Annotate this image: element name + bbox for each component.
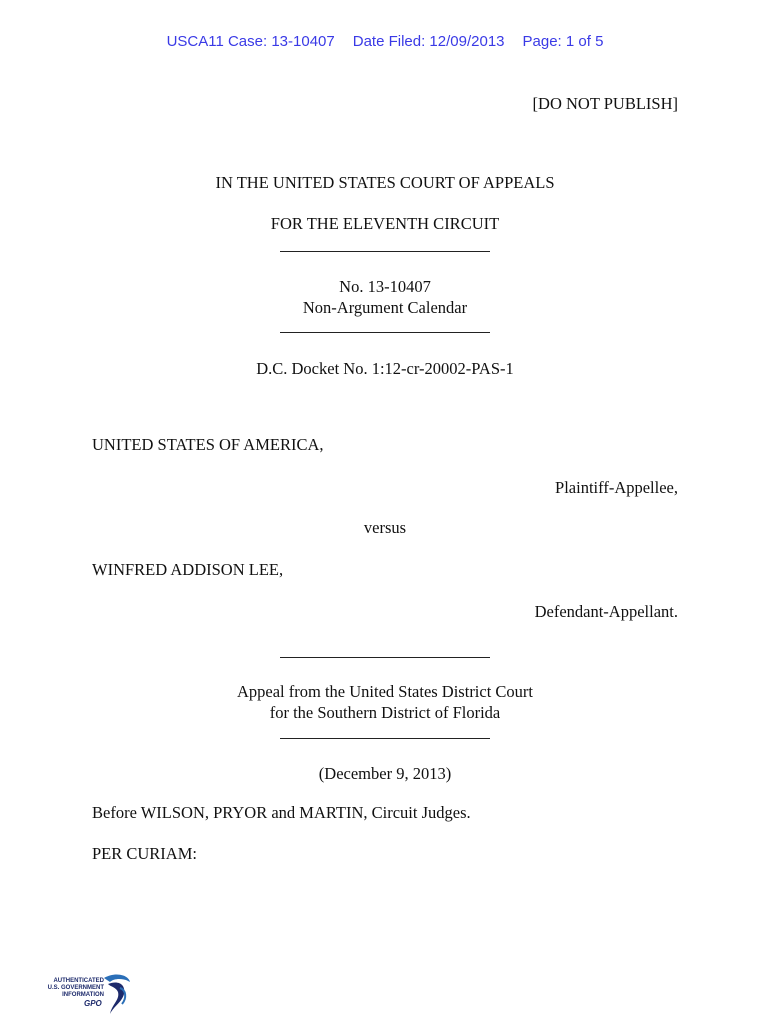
defendant-name: WINFRED ADDISON LEE, [92,560,284,579]
eagle-icon [100,972,132,1018]
seal-gpo-label: GPO [84,999,102,1008]
panel-judges: Before WILSON, PRYOR and MARTIN, Circuit Judges. [92,803,471,822]
per-curiam: PER CURIAM: [92,844,197,863]
seal-text: AUTHENTICATED U.S. GOVERNMENT INFORMATION [47,978,104,998]
case-number: No. 13-10407 [339,277,431,296]
docket-number: D.C. Docket No. 1:12-cr-20002-PAS-1 [256,359,514,378]
divider-rule [280,738,490,739]
divider-rule [280,251,490,252]
date-filed-header: Date Filed: 12/09/2013 [352,33,505,50]
decision-date: (December 9, 2013) [318,764,452,783]
defendant-role: Defendant-Appellant. [534,602,678,621]
page-number-header: Page: 1 of 5 [522,33,604,50]
versus-label: versus [363,518,407,537]
divider-rule [280,332,490,333]
publish-notice: [DO NOT PUBLISH] [532,94,678,113]
case-number-header: USCA11 Case: 13-10407 [166,33,335,50]
divider-rule [280,657,490,658]
appeal-origin: Appeal from the United States District Court [236,682,534,701]
calendar-type: Non-Argument Calendar [302,298,468,317]
circuit-name: FOR THE ELEVENTH CIRCUIT [270,214,500,233]
appeal-district: for the Southern District of Florida [269,703,501,722]
court-name: IN THE UNITED STATES COURT OF APPEALS [215,173,555,192]
filing-header [0,33,770,50]
plaintiff-role: Plaintiff-Appellee, [555,478,678,497]
gpo-authentication-seal [44,972,134,1018]
plaintiff-name: UNITED STATES OF AMERICA, [92,435,324,454]
